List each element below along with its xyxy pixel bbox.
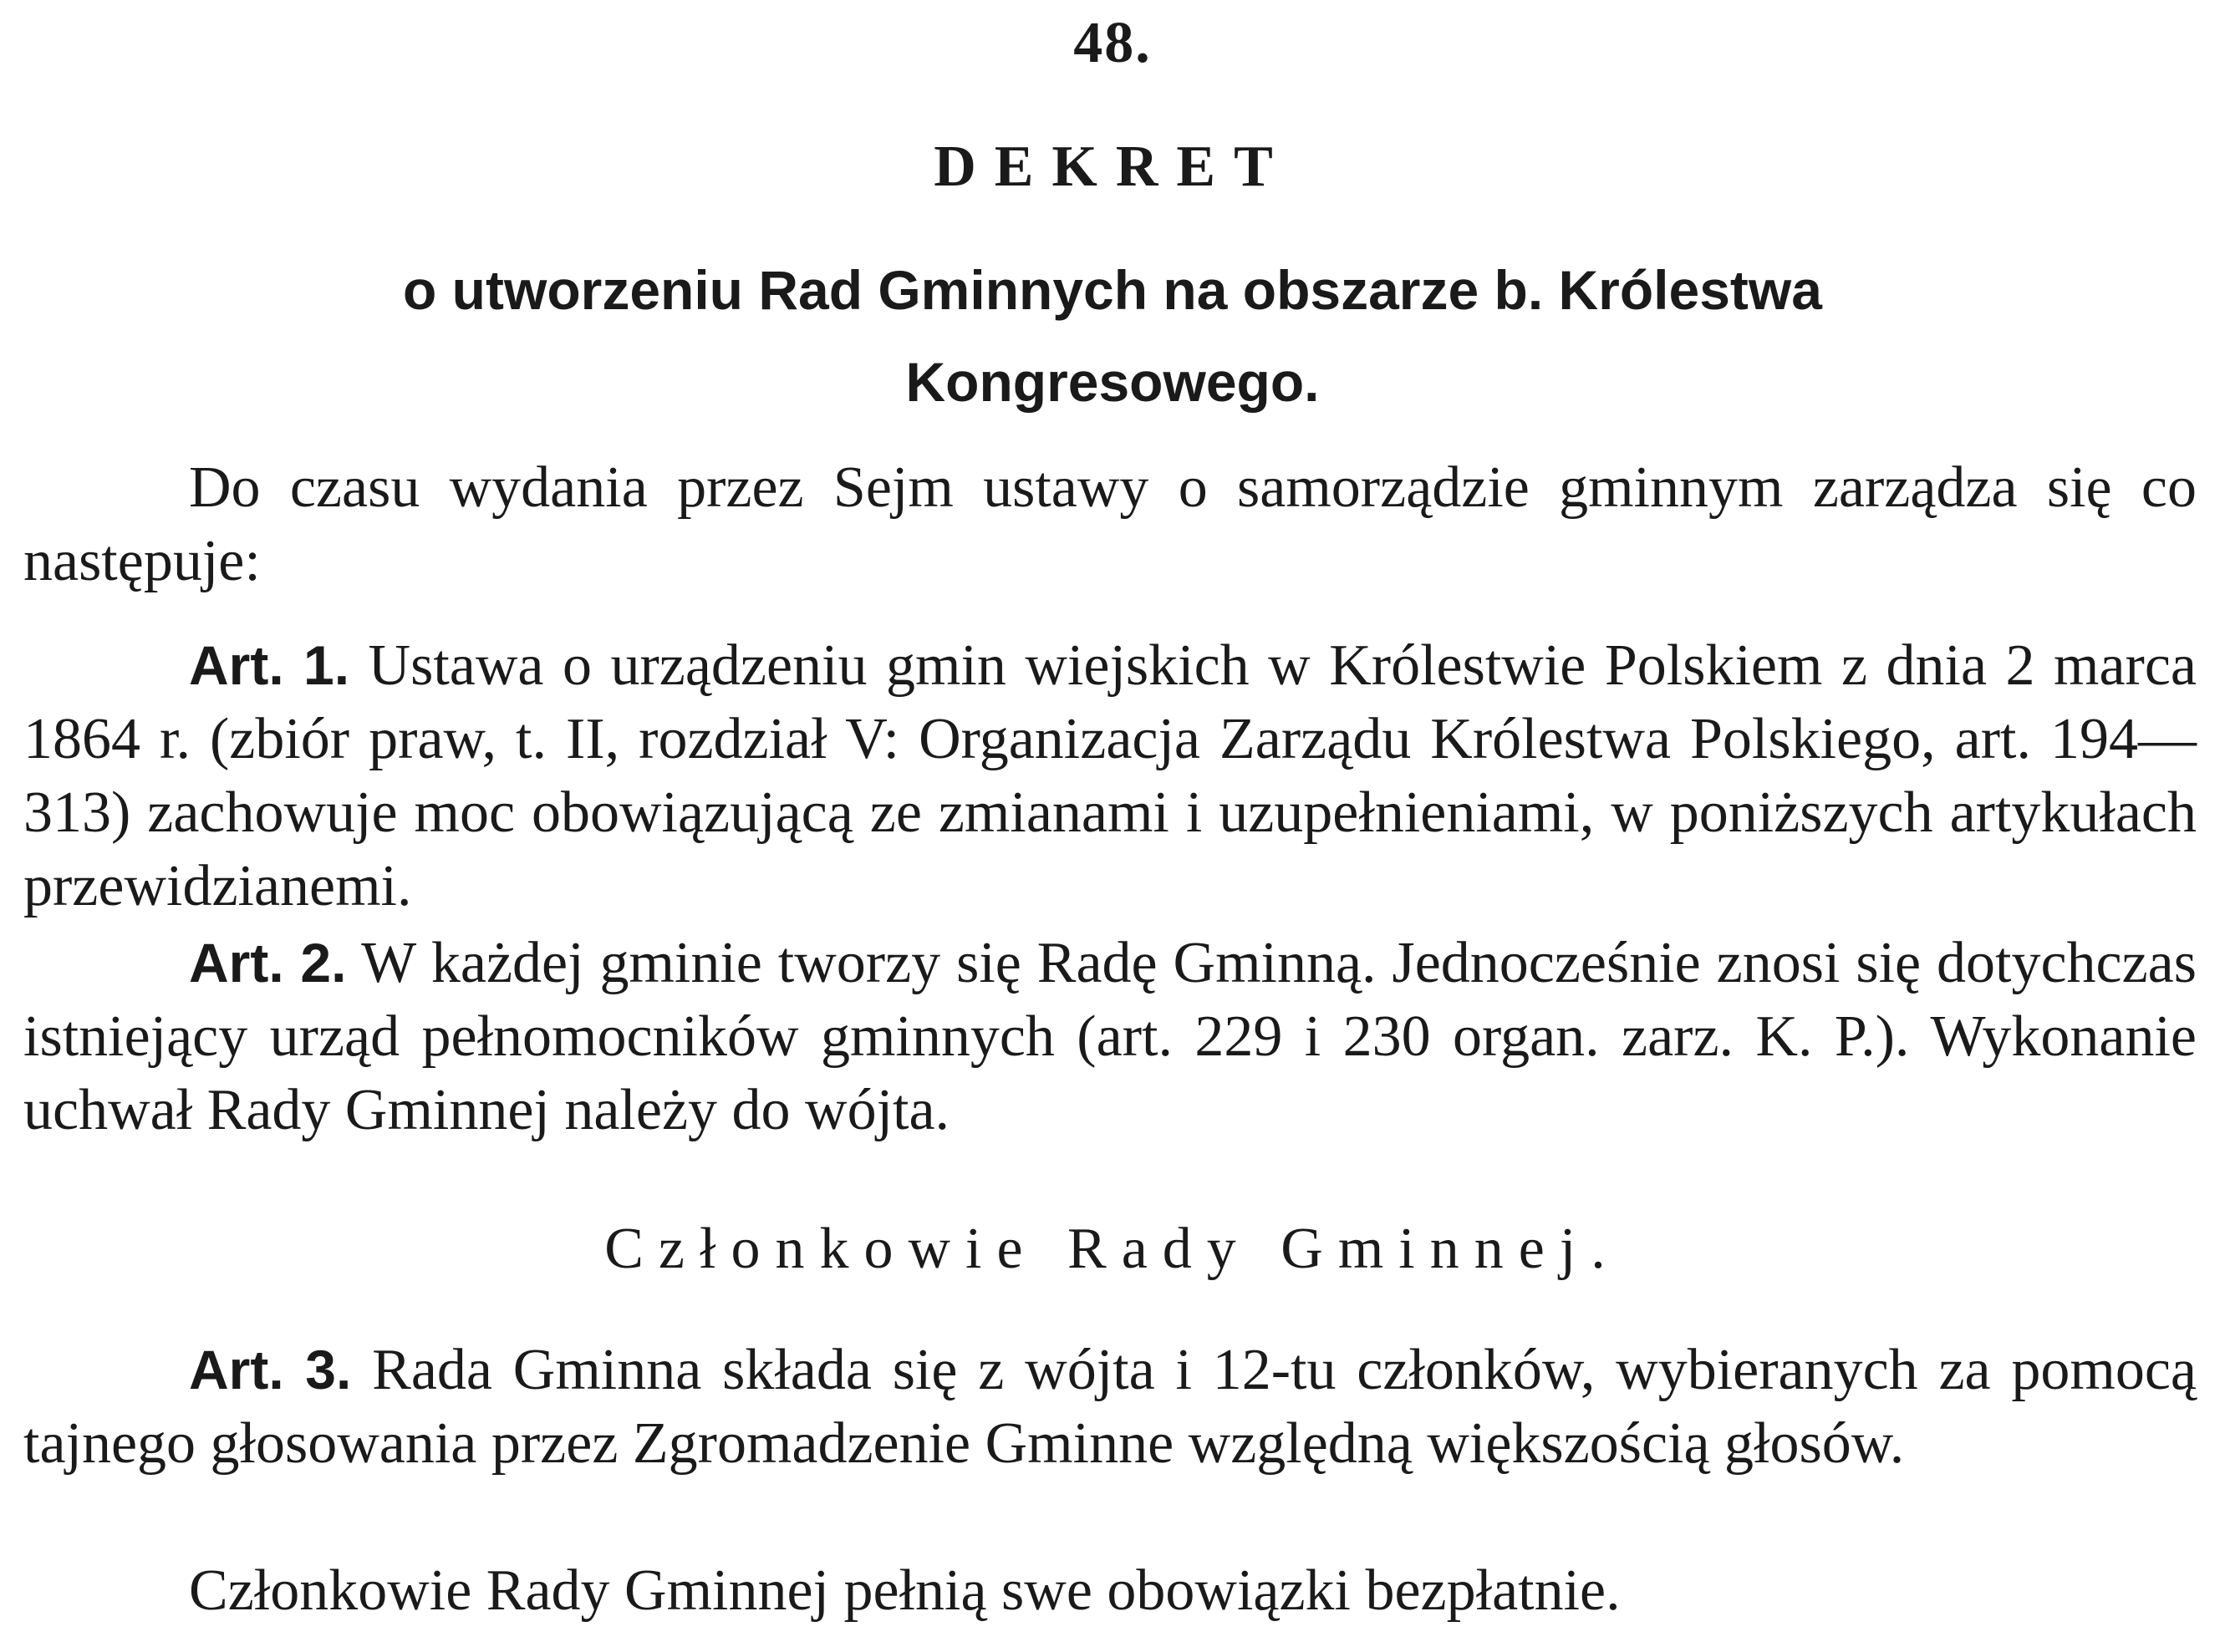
article-2-label: Art. 2. [189, 932, 347, 994]
page-number: 48. [1073, 11, 1152, 75]
closing-paragraph [23, 1554, 2197, 1628]
closing-text: Członkowie Rady Gminnej pełnią swe obowiązki bezpłatnie. [189, 1558, 1621, 1623]
document-type-heading: DEKRET [934, 135, 1291, 199]
article-3-paragraph [23, 1333, 2197, 1481]
article-2-paragraph [23, 926, 2197, 1147]
article-3-label: Art. 3. [189, 1339, 352, 1400]
article-2-text: W każdej gminie tworzy się Radę Gminną. Jednocześnie znosi się dotychczas istniejący urząd pełnomocników gminnych (art. 229 i 230 organ. zarz. K. P.). Wykonanie uchwał Rady Gminnej należy do wójta. [23, 931, 2197, 1142]
intro-text: Do czasu wydania przez Sejm ustawy o samorządzie gminnym zarządza się co następuje: [23, 455, 2197, 593]
section-heading: Członkowie Rady Gminnej. [604, 1217, 1621, 1281]
article-3-text: Rada Gminna składa się z wójta i 12-tu członków, wybieranych za pomocą tajnego głosowania przez Zgromadzenie Gminne względną większością głosów. [23, 1338, 2197, 1476]
article-1-paragraph [23, 628, 2197, 923]
document-title: o utworzeniu Rad Gminnych na obszarze b. Królestwa Kongresowego. [403, 259, 1822, 413]
article-1-label: Art. 1. [189, 634, 350, 696]
article-1-text: Ustawa o urządzeniu gmin wiejskich w Królestwie Polskiem z dnia 2 marca 1864 r. (zbiór praw, t. II, rozdział V: Organizacja Zarządu Królestwa Polskiego, art. 194—313) zachowuje moc obowiązującą ze zmianami i uzupełnieniami, w poniższych artykułach przewidzianemi. [23, 633, 2197, 918]
intro-paragraph [23, 451, 2197, 598]
